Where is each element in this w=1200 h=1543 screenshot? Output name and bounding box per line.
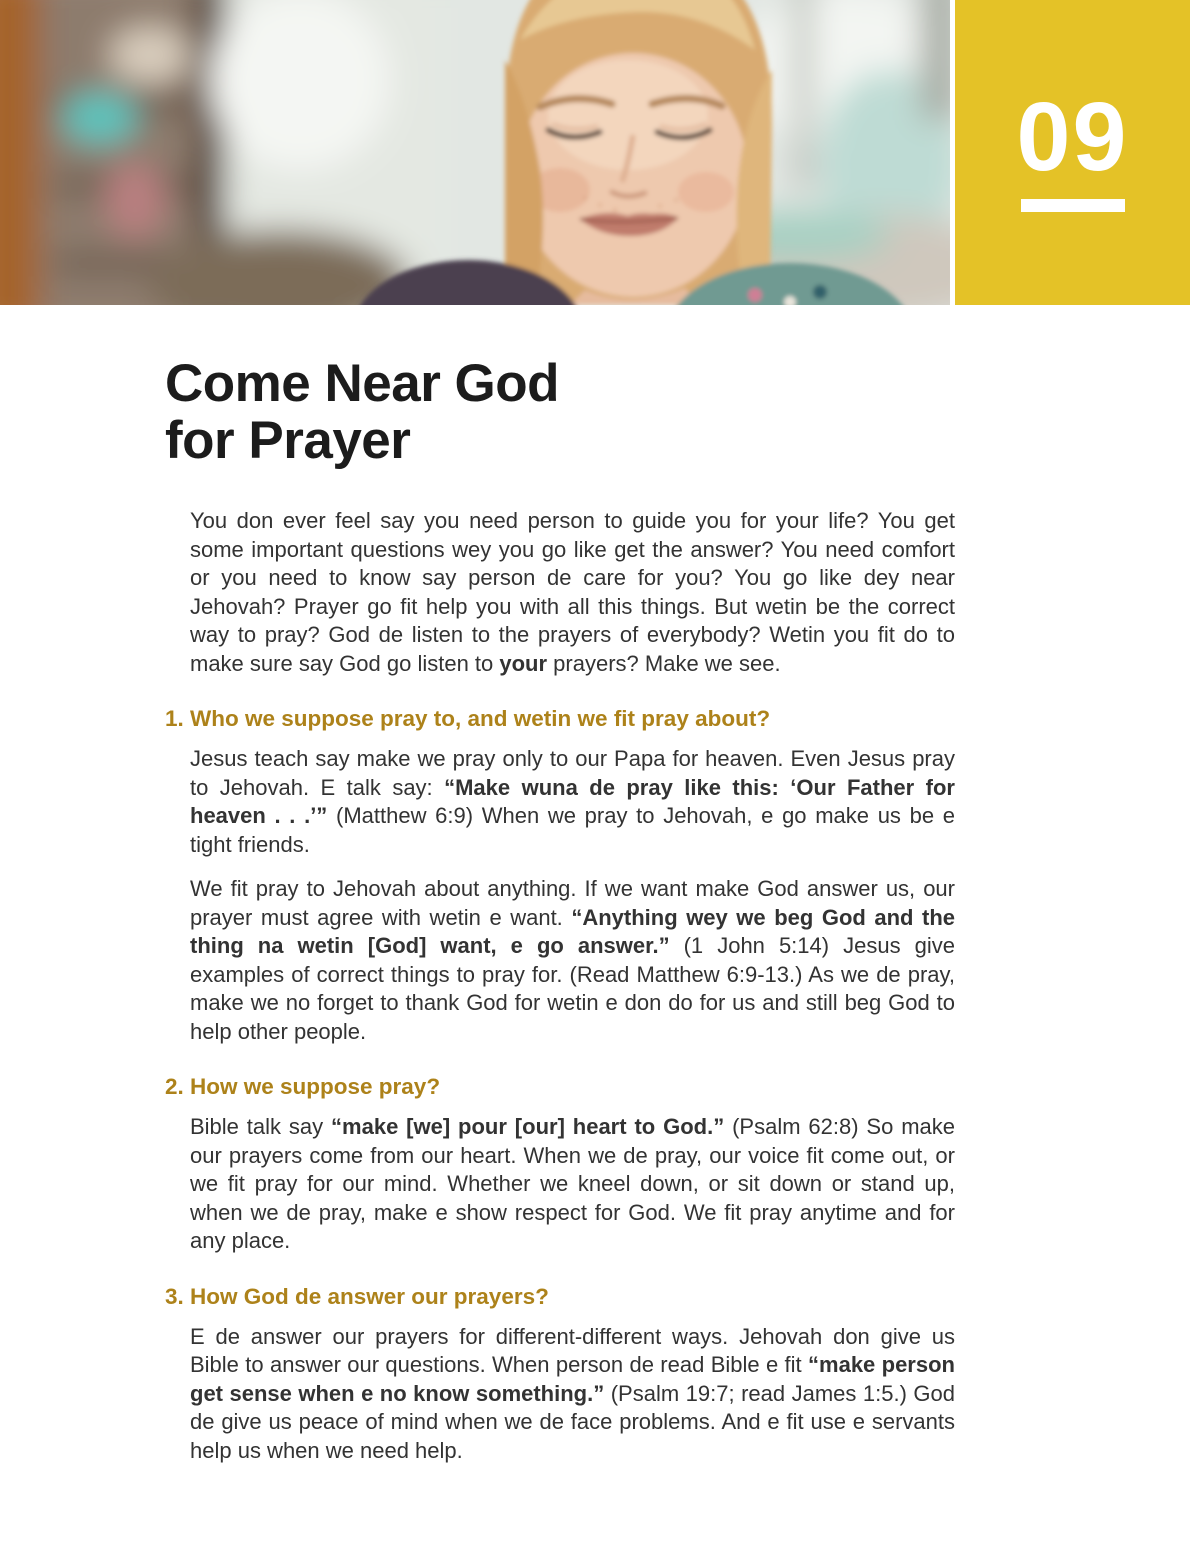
page-title <box>165 355 955 469</box>
section-2-heading: 2. How we suppose pray? <box>165 1074 441 1099</box>
intro-paragraph: You don ever feel say you need person to guide you for your life? You get some important questions wey you go like get the answer? You need comfort or you need to know say person de care for you? You go like dey near Jehovah? Prayer go fit help you with all this things. But wetin be the correct way to pray? God de listen to the prayers of everybody? Wetin you fit do to make sure say God go listen to your prayers? Make we see. <box>190 508 955 676</box>
woman-praying-image <box>0 0 950 305</box>
lesson-number-badge <box>955 0 1190 305</box>
hero-photo <box>0 0 950 305</box>
section-2-paragraph-1: Bible talk say “make [we] pour [our] heart to God.” (Psalm 62:8) So make our prayers come from our heart. When we de pray, our voice fit come out, or we fit pray for our mind. Whether we kneel down, or sit down or stand up, when we de pray, make e show respect for God. We fit pray anytime and for any place. <box>190 1114 956 1253</box>
page-title-line-2: for Prayer <box>165 411 411 470</box>
section-1-paragraph-2: We fit pray to Jehovah about anything. If we want make God answer us, our prayer must agree with wetin e want. “Anything wey we beg God and the thing na wetin [God] want, e go answer.” (1 John 5:14) Jesus give examples of correct things to pray for. (Read Matthew 6:9-13.) As we de pray, make we no forget to thank God for wetin e don do for us and still beg God to help other people. <box>190 876 956 1044</box>
lesson-number-underline <box>1021 199 1125 212</box>
section-3 <box>0 1284 1200 1466</box>
section-3-paragraph-1: E de answer our prayers for different-different ways. Jehovah don give us Bible to answer our questions. When person de read Bible e fit “make person get sense when e no know something.” (Psalm 19:7; read James 1:5.) God de give us peace of mind when we de face problems. And e fit use e servants help us when we need help. <box>190 1323 955 1463</box>
lesson-content <box>0 305 1200 1481</box>
page-title-line-1: Come Near God <box>165 354 560 413</box>
section-3-heading: 3. How God de answer our prayers? <box>165 1283 549 1309</box>
section-1 <box>0 706 1200 1046</box>
section-1-heading: 1. Who we suppose pray to, and wetin we fit pray about? <box>165 706 771 731</box>
lesson-number: 09 <box>1016 81 1129 191</box>
section-2 <box>0 1074 1200 1256</box>
section-1-paragraph-1: Jesus teach say make we pray only to our Papa for heaven. Even Jesus pray to Jehovah. E talk say: “Make wuna de pray like this: ‘Our Father for heaven . . .’” (Matthew 6:9) When we pray to Jehovah, e go make us be e tight friends. <box>190 746 955 857</box>
